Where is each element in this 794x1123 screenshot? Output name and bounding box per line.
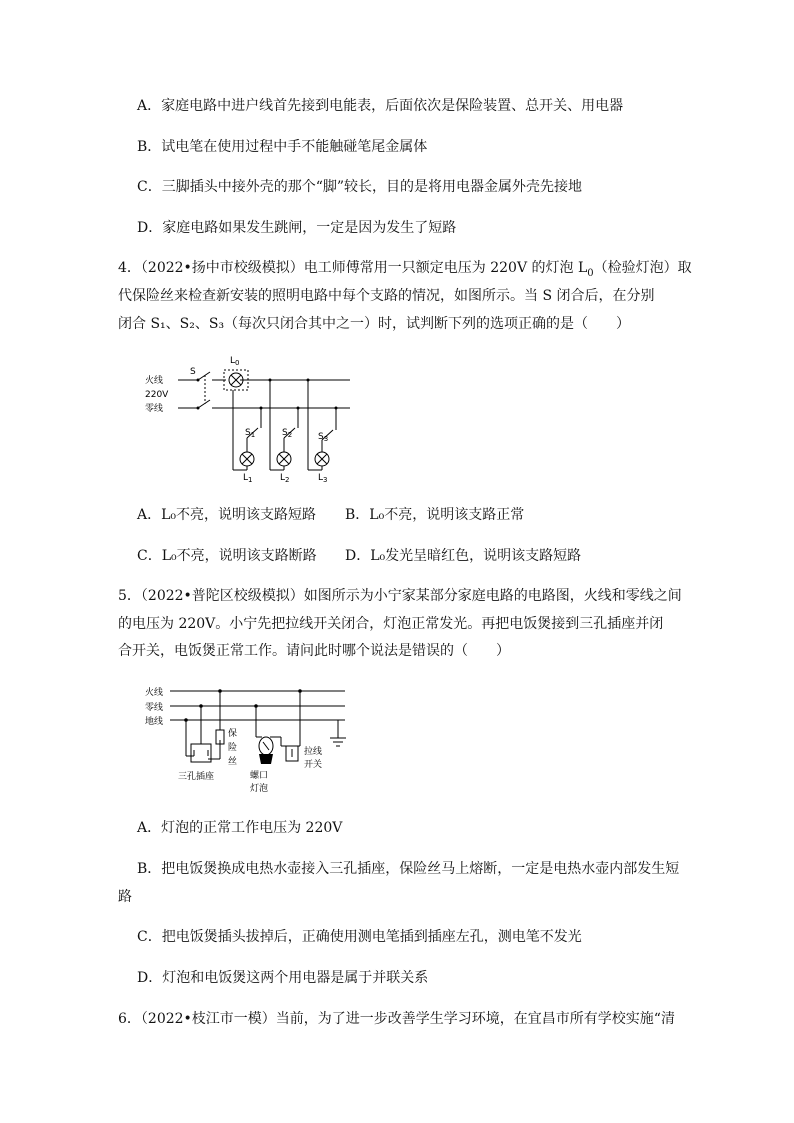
q5-option-b-line2: 路 [118,889,132,905]
label-neutral: 零线 [145,703,164,713]
label-live: 火线 [145,376,164,386]
label-l1: $L_1$ [243,473,253,484]
label-pull-2: 开关 [304,760,323,770]
q5-stem-line1: 5．（2022•普陀区校级模拟）如图所示为小宁家某部分家庭电路的电路图，火线和零线之间 [118,588,682,604]
q5-option-d: D．灯泡和电饭煲这两个用电器是属于并联关系 [137,970,429,986]
q3-option-a: A．家庭电路中进户线首先接到电能表，后面依次是保险装置、总开关、用电器 [137,98,624,114]
q4-stem-line3: 闭合 S₁、S₂、S₃（每次只闭合其中之一）时，试判断下列的选项正确的是（ ） [118,316,631,332]
label-bulb-1: 螺口 [250,771,269,781]
label-s2: $S_2$ [282,428,293,439]
label-fuse-3: 丝 [228,757,238,767]
label-ground: 地线 [145,717,164,727]
q5-stem-line2: 的电压为 220V。小宁先把拉线开关闭合，灯泡正常发光。再把电饭煲接到三孔插座并闭 [118,616,664,632]
label-socket: 三孔插座 [178,772,215,782]
q5-household-circuit-diagram [140,684,360,796]
q5-option-b-line1: B．把电饭煲换成电热水壶接入三孔插座，保险丝马上熔断，一定是电热水壶内部发生短 [137,861,680,877]
label-switch-s: S [190,367,196,377]
label-bulb-2: 灯泡 [250,784,269,794]
q5-stem-line3: 合开关，电饭煲正常工作。请问此时哪个说法是错误的（ ） [118,643,510,659]
label-s1: $S_1$ [245,428,256,439]
label-pull-1: 拉线 [304,747,323,757]
q4-option-a: A．L₀不亮，说明该支路短路 [137,507,317,523]
q4-option-b: B．L₀不亮，说明该支路正常 [345,507,525,523]
label-l0: $L_0$ [230,356,240,367]
label-s3: $S_3$ [318,432,329,443]
q6-stem-line1: 6．（2022•枝江市一模）当前，为了进一步改善学生学习环境，在宜昌市所有学校实施“清 [118,1011,675,1027]
q4-stem-line1: 4．（2022•扬中市校级模拟）电工师傅常用一只额定电压为 220V 的灯泡 $L_0$（检验灯泡）取 [118,260,692,279]
q3-option-d: D．家庭电路如果发生跳闸，一定是因为发生了短路 [137,220,457,236]
q4-circuit-diagram [140,348,360,486]
label-voltage: 220V [145,390,169,400]
q4-stem-line2: 代保险丝来检查新安装的照明电路中每个支路的情况，如图所示。当 S 闭合后，在分别 [118,288,655,304]
label-fuse-1: 保 [228,729,238,739]
label-l2: $L_2$ [280,473,290,484]
q5-option-a: A．灯泡的正常工作电压为 220V [137,820,343,836]
label-fuse-2: 险 [228,743,238,753]
q5-option-c: C．把电饭煲插头拔掉后，正确使用测电笔插到插座左孔，测电笔不发光 [137,929,582,945]
q4-option-c: C．L₀不亮，说明该支路断路 [137,548,317,564]
label-live: 火线 [145,688,164,698]
label-neutral: 零线 [145,404,164,414]
q3-option-c: C．三脚插头中接外壳的那个“脚”较长，目的是将用电器金属外壳先接地 [137,179,583,195]
q4-option-d: D．L₀发光呈暗红色，说明该支路短路 [345,548,582,564]
label-l3: $L_3$ [318,473,328,484]
q3-option-b: B．试电笔在使用过程中手不能触碰笔尾金属体 [137,139,428,155]
